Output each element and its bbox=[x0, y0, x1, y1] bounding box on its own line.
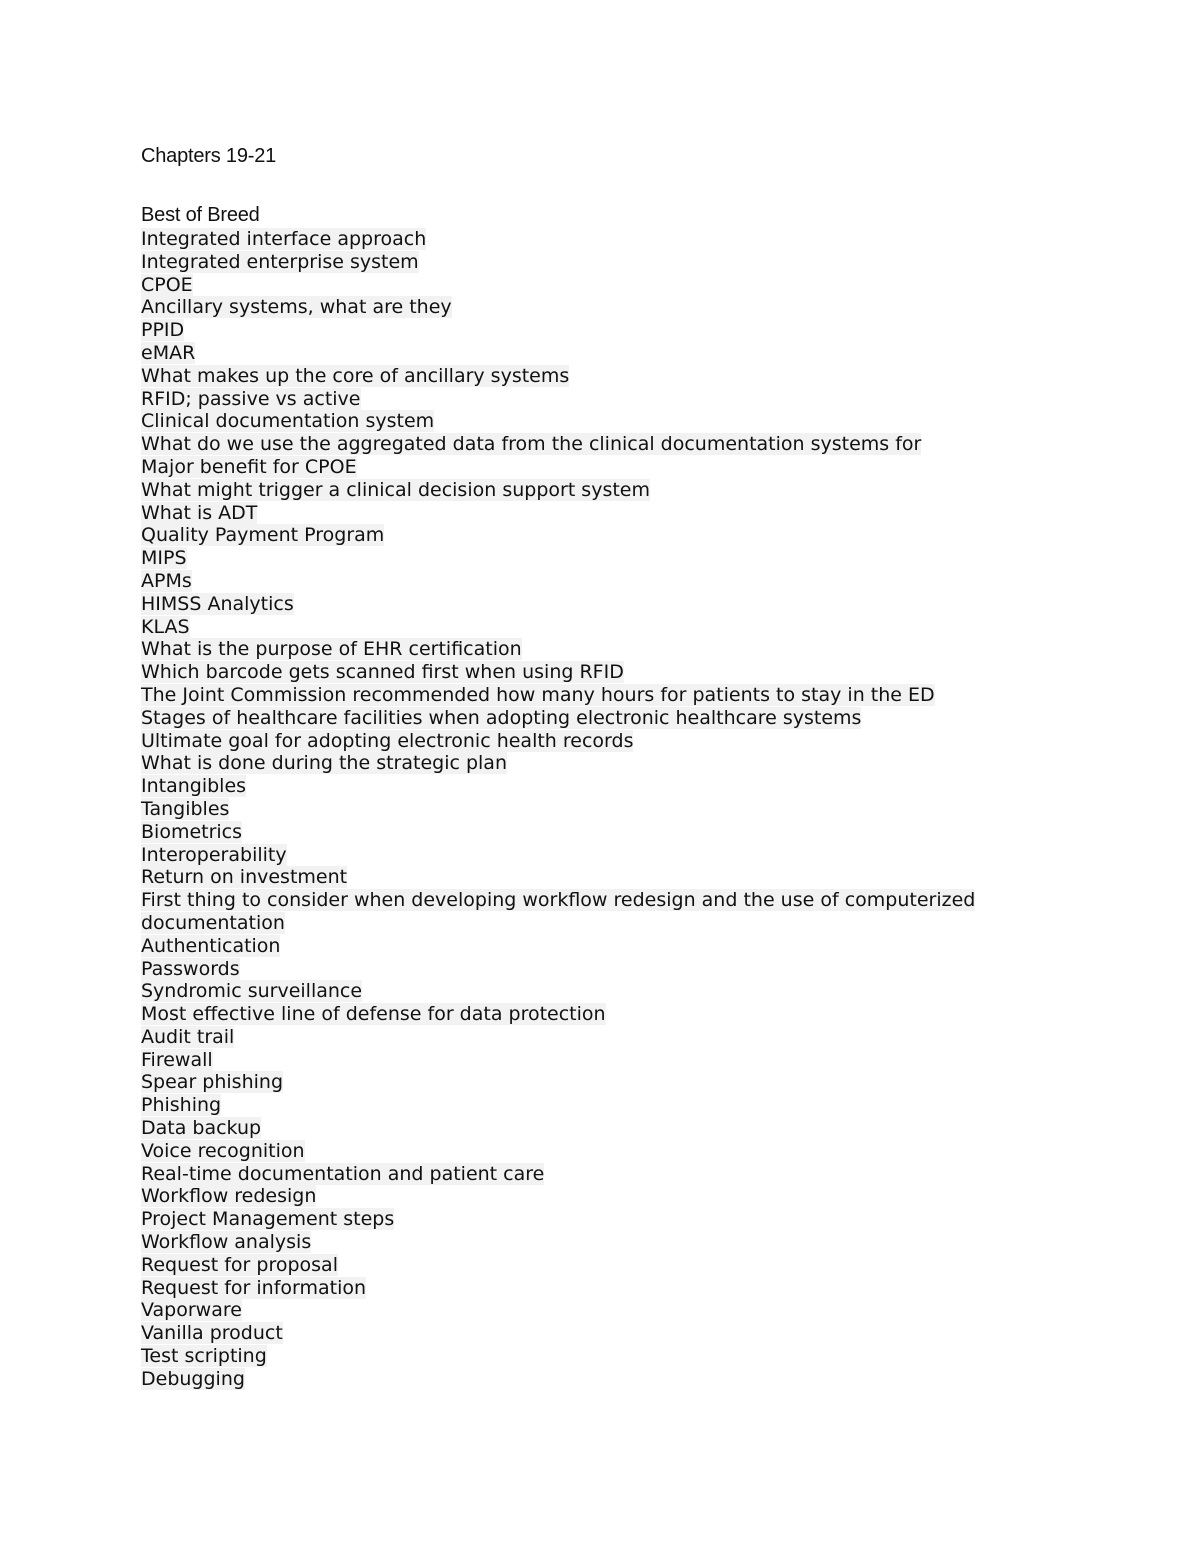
topic-list-item bbox=[141, 1277, 1041, 1300]
topic-text: What might trigger a clinical decision support system bbox=[141, 478, 650, 501]
topic-text: Workflow analysis bbox=[141, 1231, 312, 1254]
topic-text: Quality Payment Program bbox=[141, 524, 385, 547]
topic-list-item bbox=[141, 479, 1041, 502]
topic-list-item bbox=[141, 547, 1041, 570]
document-body bbox=[141, 142, 1041, 1391]
topic-text: Interoperability bbox=[141, 843, 287, 866]
topic-list-item bbox=[141, 1094, 1041, 1117]
topic-text: Test scripting bbox=[141, 1345, 267, 1368]
topic-text: APMs bbox=[141, 569, 192, 592]
topic-list-item bbox=[141, 456, 1041, 479]
topic-list-item bbox=[141, 889, 1041, 935]
topic-list-item bbox=[141, 502, 1041, 525]
topic-text: CPOE bbox=[141, 273, 193, 296]
topic-list-item bbox=[141, 707, 1041, 730]
topic-text: What is done during the strategic plan bbox=[141, 752, 507, 775]
topic-list-item bbox=[141, 798, 1041, 821]
topic-list-item bbox=[141, 1185, 1041, 1208]
topic-text: Vanilla product bbox=[141, 1322, 283, 1345]
topic-text: Ancillary systems, what are they bbox=[141, 296, 452, 319]
topic-list-item bbox=[141, 388, 1041, 411]
topic-list-item bbox=[141, 1117, 1041, 1140]
topic-text: Return on investment bbox=[141, 866, 348, 889]
topic-list-item bbox=[141, 958, 1041, 981]
topic-list-item bbox=[141, 1163, 1041, 1186]
topic-list-item bbox=[141, 296, 1041, 319]
topic-text: Phishing bbox=[141, 1094, 222, 1117]
topic-list-item bbox=[141, 524, 1041, 547]
topic-text: What makes up the core of ancillary systems bbox=[141, 364, 570, 387]
document-title: Chapters 19-21 bbox=[141, 145, 277, 167]
topic-text: MIPS bbox=[141, 547, 187, 570]
topic-text: Audit trail bbox=[141, 1025, 235, 1048]
topic-list-item bbox=[141, 319, 1041, 342]
topic-list-item bbox=[141, 980, 1041, 1003]
topic-text: Spear phishing bbox=[141, 1071, 284, 1094]
topic-text: Data backup bbox=[141, 1117, 262, 1140]
topic-text: Authentication bbox=[141, 934, 281, 957]
topic-list-item bbox=[141, 775, 1041, 798]
topic-text: Major benefit for CPOE bbox=[141, 455, 357, 478]
topic-list-item bbox=[141, 274, 1041, 297]
topic-list-item bbox=[141, 616, 1041, 639]
topic-list-item bbox=[141, 251, 1041, 274]
topic-list-item bbox=[141, 730, 1041, 753]
topic-text: Intangibles bbox=[141, 775, 247, 798]
topic-text: Ultimate goal for adopting electronic health records bbox=[141, 729, 634, 752]
topic-text: Debugging bbox=[141, 1367, 245, 1390]
topic-list-item bbox=[141, 1299, 1041, 1322]
topic-text: What is ADT bbox=[141, 501, 258, 524]
topic-list-item bbox=[141, 1208, 1041, 1231]
topic-list-item bbox=[141, 365, 1041, 388]
topic-list-item bbox=[141, 342, 1041, 365]
topic-text: Syndromic surveillance bbox=[141, 980, 363, 1003]
topic-text: Clinical documentation system bbox=[141, 410, 435, 433]
topic-text: Project Management steps bbox=[141, 1208, 395, 1231]
topic-text: Tangibles bbox=[141, 797, 230, 820]
topic-list-item bbox=[141, 1026, 1041, 1049]
topic-list-item bbox=[141, 844, 1041, 867]
topic-text: Passwords bbox=[141, 957, 240, 980]
topic-list-item bbox=[141, 228, 1041, 251]
topic-text: Integrated enterprise system bbox=[141, 250, 419, 273]
topic-list-item bbox=[141, 866, 1041, 889]
topic-text: Workflow redesign bbox=[141, 1185, 317, 1208]
topic-list-item bbox=[141, 1049, 1041, 1072]
topic-list-item bbox=[141, 684, 1041, 707]
topic-list-item bbox=[141, 1231, 1041, 1254]
topic-list-item bbox=[141, 410, 1041, 433]
topic-text: First thing to consider when developing workflow redesign and the use of computerized documentation bbox=[141, 889, 976, 934]
topic-text: KLAS bbox=[141, 615, 190, 638]
topic-text: PPID bbox=[141, 319, 185, 342]
topic-text: HIMSS Analytics bbox=[141, 592, 294, 615]
topic-list-item bbox=[141, 821, 1041, 844]
topic-text: Most effective line of defense for data protection bbox=[141, 1003, 606, 1026]
topic-list-item bbox=[141, 1322, 1041, 1345]
topic-list-item bbox=[141, 638, 1041, 661]
topic-list-item bbox=[141, 1071, 1041, 1094]
topic-list-item bbox=[141, 570, 1041, 593]
topic-text: Stages of healthcare facilities when adopting electronic healthcare systems bbox=[141, 706, 862, 729]
topic-list bbox=[141, 228, 1041, 1391]
topic-text: What is the purpose of EHR certification bbox=[141, 638, 522, 661]
topic-text: The Joint Commission recommended how many hours for patients to stay in the ED bbox=[141, 683, 935, 706]
topic-text: Vaporware bbox=[141, 1299, 242, 1322]
topic-text: eMAR bbox=[141, 341, 196, 364]
topic-text: Firewall bbox=[141, 1048, 213, 1071]
topic-list-item bbox=[141, 1345, 1041, 1368]
topic-list-item bbox=[141, 1140, 1041, 1163]
topic-text: Biometrics bbox=[141, 820, 243, 843]
topic-list-item bbox=[141, 433, 1041, 456]
topic-text: RFID; passive vs active bbox=[141, 387, 361, 410]
topic-list-item bbox=[141, 1368, 1041, 1391]
topic-text: Voice recognition bbox=[141, 1139, 305, 1162]
topic-text: Real-time documentation and patient care bbox=[141, 1162, 545, 1185]
topic-text: Which barcode gets scanned first when using RFID bbox=[141, 661, 624, 684]
topic-text: Request for information bbox=[141, 1276, 367, 1299]
topic-text: What do we use the aggregated data from the clinical documentation systems for bbox=[141, 433, 922, 456]
topic-list-item bbox=[141, 593, 1041, 616]
section-heading: Best of Breed bbox=[141, 204, 260, 226]
topic-list-item bbox=[141, 1254, 1041, 1277]
topic-list-item bbox=[141, 661, 1041, 684]
topic-list-item bbox=[141, 935, 1041, 958]
topic-list-item bbox=[141, 1003, 1041, 1026]
topic-list-item bbox=[141, 752, 1041, 775]
topic-text: Integrated interface approach bbox=[141, 228, 427, 250]
topic-text: Request for proposal bbox=[141, 1253, 338, 1276]
